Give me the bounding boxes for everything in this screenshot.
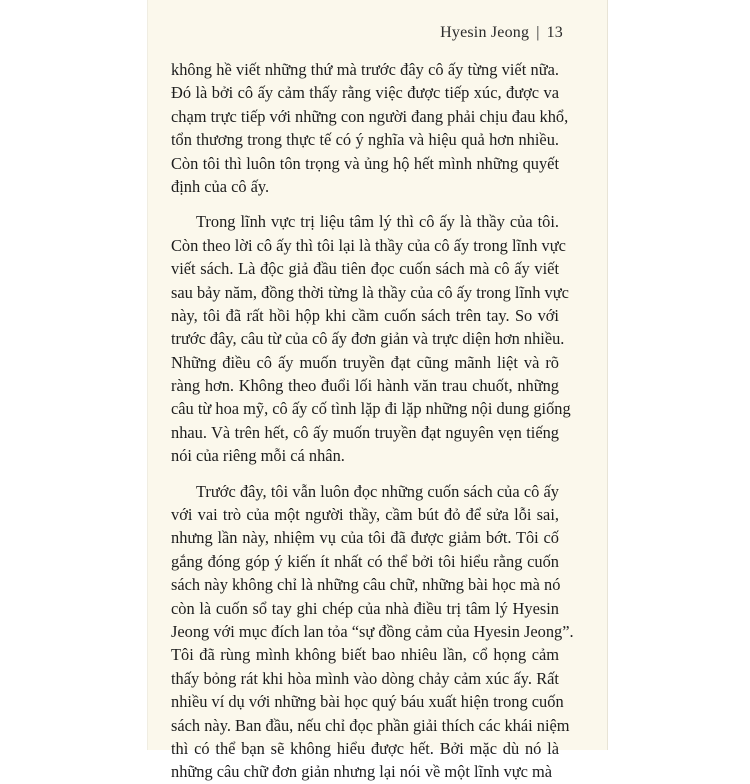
text-line: câu từ hoa mỹ, cô ấy cố tình lặp đi lặp những nội dung giống (171, 399, 571, 419)
header-author: Hyesin Jeong (440, 24, 530, 41)
body-text (171, 58, 574, 784)
page-number: 13 (546, 24, 563, 41)
text-line: sau bảy năm, đồng thời từng là thầy của cô ấy trong lĩnh vực (171, 282, 569, 302)
text-line: Trước đây, tôi vẫn luôn đọc những cuốn sách của cô ấy (196, 481, 559, 501)
text-line: nhưng lần này, nhiệm vụ của tôi đã được giảm bớt. Tôi cố (171, 528, 559, 548)
text-line: nhiều ví dụ với những bài học quý báu xuất hiện trong cuốn (171, 692, 564, 712)
text-line: Còn theo lời cô ấy thì tôi lại là thầy của cô ấy trong lĩnh vực (171, 235, 566, 255)
text-line: Trong lĩnh vực trị liệu tâm lý thì cô ấy là thầy của tôi. (196, 212, 559, 232)
book-page (148, 0, 607, 782)
text-line: không hề viết những thứ mà trước đây cô ấy từng viết nữa. (171, 60, 559, 79)
running-header (440, 24, 563, 42)
text-line: còn là cuốn sổ tay ghi chép của nhà điều trị tâm lý Hyesin (171, 598, 559, 618)
text-line: nhau. Và trên hết, cô ấy muốn truyền đạt nguyên vẹn tiếng (171, 422, 559, 442)
text-line: viết sách. Là độc giả đầu tiên đọc cuốn sách mà cô ấy viết (171, 259, 559, 279)
text-line: Còn tôi thì luôn tôn trọng và ủng hộ hết mình những quyết (171, 153, 559, 173)
text-line: những câu chữ đơn giản nhưng lại nói về một lĩnh vực mà (171, 762, 553, 782)
text-line: với vai trò của một người thầy, cầm bút đỏ để sửa lỗi sai, (171, 505, 559, 525)
text-line: định của cô ấy. (171, 176, 270, 196)
paragraph (171, 480, 574, 784)
paragraph (171, 210, 571, 467)
text-line: thì có thể bạn sẽ không hiểu được hết. Bởi mặc dù nó là (171, 738, 559, 758)
text-line: thấy bỏng rát khi hòa mình vào dòng chảy cảm xúc ấy. Rất (171, 668, 559, 688)
text-line: ràng hơn. Không theo đuổi lối hành văn trau chuốt, những (171, 376, 559, 396)
text-line: Những điều cô ấy muốn truyền đạt cũng mãnh liệt và rõ (171, 352, 559, 372)
text-line: gắng đóng góp ý kiến ít nhất có thể bởi tôi hiểu rằng cuốn (171, 551, 559, 571)
paragraph (171, 58, 569, 198)
text-line: sách này không chỉ là những câu chữ, những bài học mà nó (171, 575, 561, 595)
text-line: nói của riêng mỗi cá nhân. (171, 446, 345, 466)
header-separator: | (536, 24, 540, 41)
text-line: chạm trực tiếp với những con người đang phải chịu đau khổ, (171, 106, 569, 126)
text-line: Đó là bởi cô ấy cảm thấy rằng việc được tiếp xúc, được va (171, 83, 559, 103)
text-line: Tôi đã rùng mình không biết bao nhiêu lần, cổ họng cảm (171, 645, 559, 665)
text-line: trước đây, câu từ của cô ấy đơn giản và trực diện hơn nhiều. (171, 329, 565, 349)
text-line: Jeong với mục đích lan tỏa “sự đồng cảm của Hyesin Jeong”. (171, 621, 574, 641)
text-line: tổn thương trong thực tế có ý nghĩa và hiệu quả hơn nhiều. (171, 130, 559, 150)
text-line: này, tôi đã rất hồi hộp khi cầm cuốn sách trên tay. So với (171, 305, 559, 325)
text-line: sách này. Ban đầu, nếu chỉ đọc phần giải thích các khái niệm (171, 715, 570, 735)
